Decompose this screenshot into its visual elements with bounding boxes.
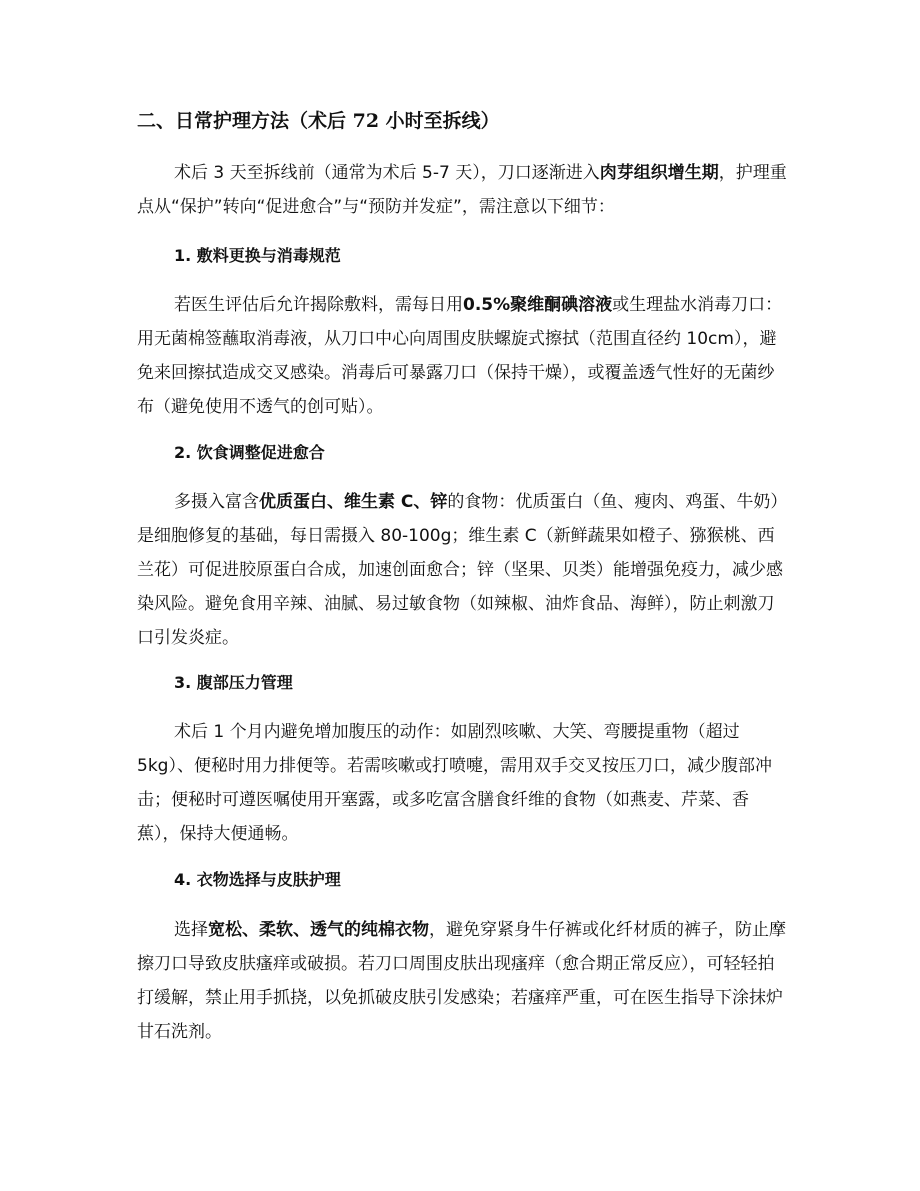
p1-text-a: 若医生评估后允许揭除敷料，需每日用	[174, 295, 463, 315]
p1-text-c: 或生理盐水消毒刀口：用无菌棉签蘸取消毒液，从刀口中心向周围皮肤螺旋式擦拭（范围直径约 10cm），避免来回擦拭造成交叉感染。消毒后可暴露刀口（保持干燥），或覆盖透气性好的无菌纱布（避免使用不透气的创可贴）。	[137, 295, 783, 417]
p1-bold: 0.5%聚维酮碘溶液	[463, 295, 613, 315]
p4-bold: 宽松、柔软、透气的纯棉衣物	[208, 920, 429, 940]
heading-1: 1. 敷料更换与消毒规范	[174, 246, 341, 265]
paragraph-2	[137, 485, 787, 655]
p4-text-c: ，避免穿紧身牛仔裤或化纤材质的裤子，防止摩擦刀口导致皮肤瘙痒或破损。若刀口周围皮肤出现瘙痒（愈合期正常反应），可轻轻拍打缓解，禁止用手抓挠，以免抓破皮肤引发感染；若瘙痒严重，可在医生指导下涂抹炉甘石洗剂。	[137, 920, 786, 1042]
intro-bold: 肉芽组织增生期	[599, 163, 719, 183]
intro-paragraph	[137, 156, 787, 224]
p2-text-c: 的食物：优质蛋白（鱼、瘦肉、鸡蛋、牛奶）是细胞修复的基础，每日需摄入 80-100g；维生素 C（新鲜蔬果如橙子、猕猴桃、西兰花）可促进胶原蛋白合成，加速创面愈合；锌（坚果、贝类）能增强免疫力，减少感染风险。避免食用辛辣、油腻、易过敏食物（如辣椒、油炸食品、海鲜），防止刺激刀口引发炎症。	[137, 492, 783, 648]
section-title: 二、日常护理方法（术后 72 小时至拆线）	[137, 110, 500, 132]
heading-2: 2. 饮食调整促进愈合	[174, 443, 325, 462]
heading-4: 4. 衣物选择与皮肤护理	[174, 870, 341, 889]
p4-text-a: 选择	[174, 920, 208, 940]
p2-bold: 优质蛋白、维生素 C、锌	[259, 492, 448, 512]
intro-text-c: ，护理重点从“保护”转向“促进愈合”与“预防并发症”，需注意以下细节：	[137, 163, 787, 217]
intro-text-a: 术后 3 天至拆线前（通常为术后 5-7 天），刀口逐渐进入	[174, 163, 600, 183]
heading-3: 3. 腹部压力管理	[174, 673, 293, 692]
p2-text-a: 多摄入富含	[174, 492, 259, 512]
paragraph-3: 术后 1 个月内避免增加腹压的动作：如剧烈咳嗽、大笑、弯腰提重物（超过 5kg）、便秘时用力排便等。若需咳嗽或打喷嚏，需用双手交叉按压刀口，减少腹部冲击；便秘时可遵医嘱使用开塞露，或多吃富含膳食纤维的食物（如燕麦、芹菜、香蕉），保持大便通畅。	[137, 722, 772, 844]
paragraph-4	[137, 913, 787, 1049]
paragraph-1	[137, 288, 787, 424]
